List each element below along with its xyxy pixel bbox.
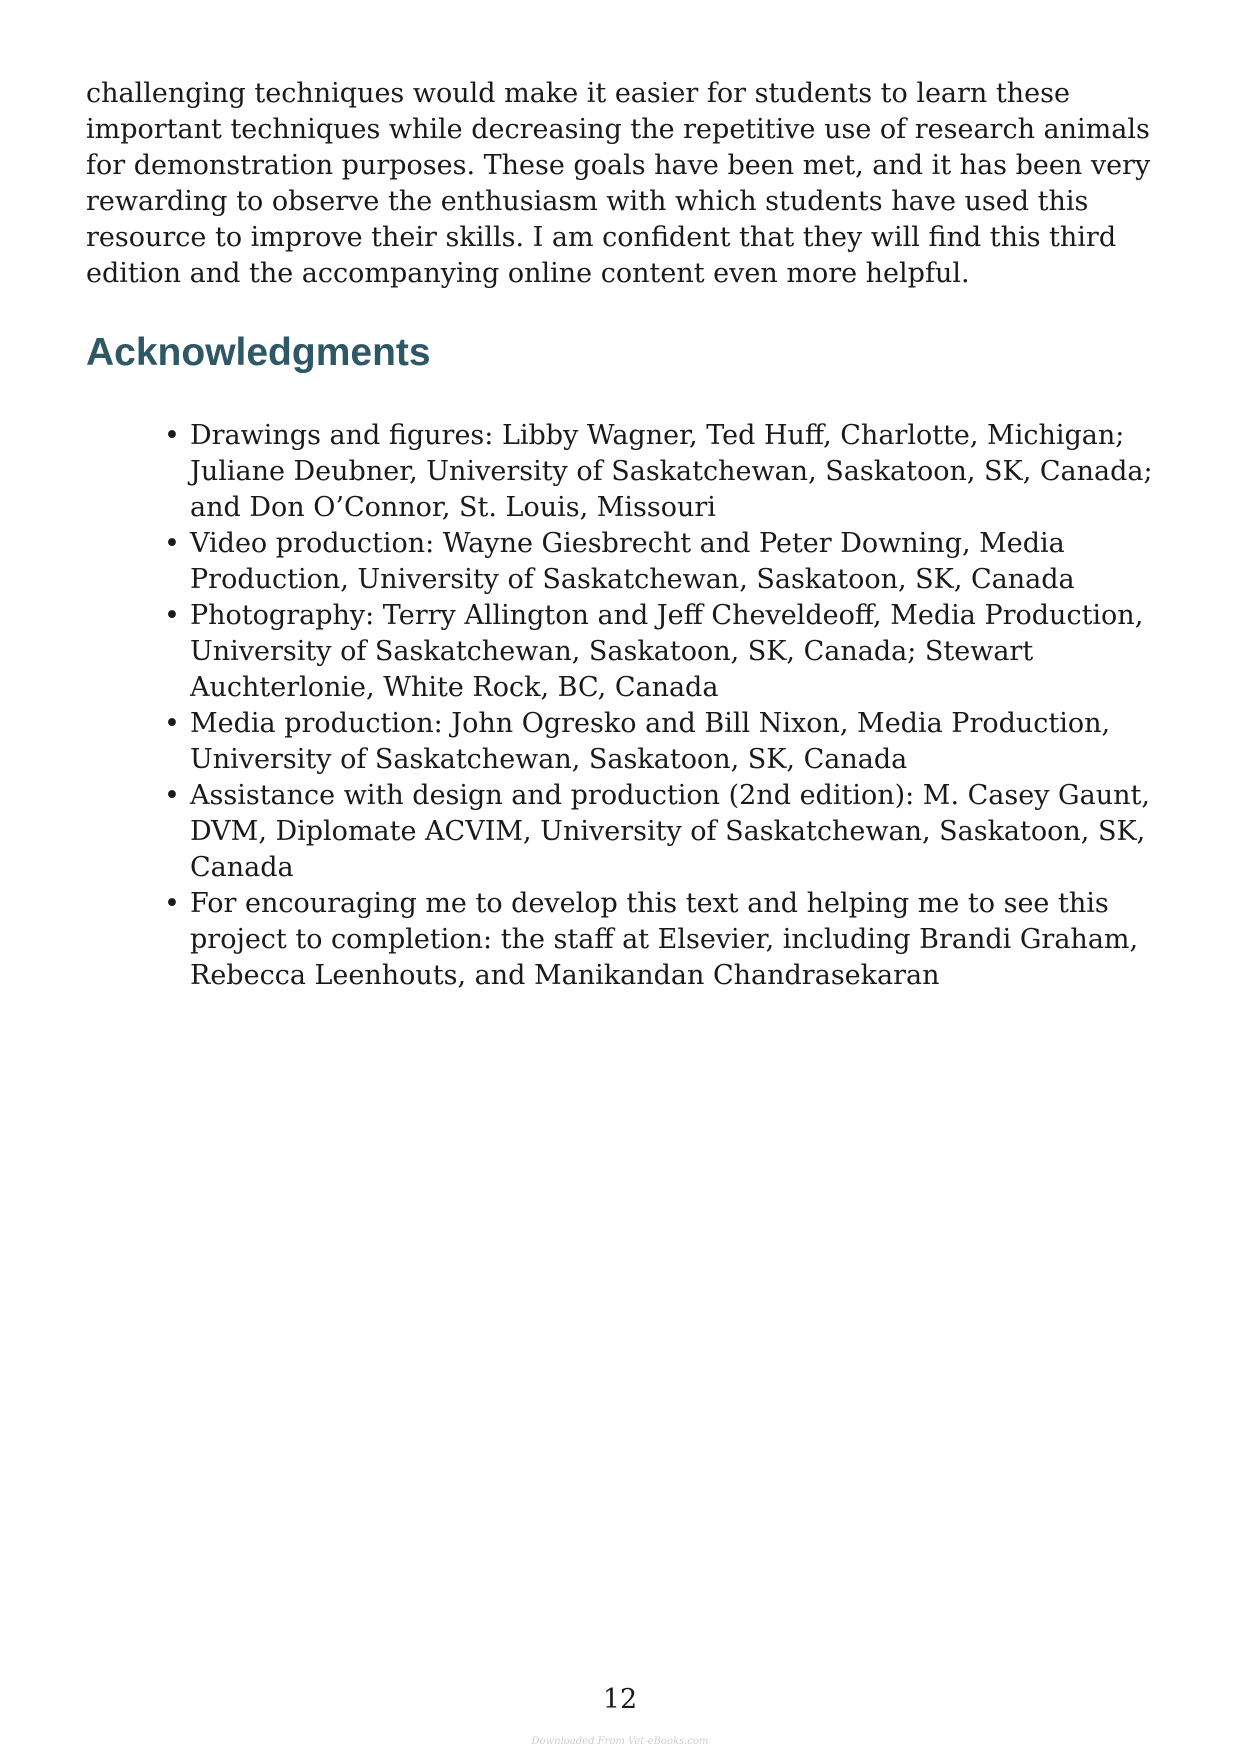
list-item xyxy=(164,418,1164,526)
bullet-icon: • xyxy=(164,528,180,559)
list-item-text: Media production: John Ogresko and Bill Nixon, Media Production, University of Saskatchewan, Saskatoon, SK, Canada xyxy=(190,708,1111,775)
bullet-icon: • xyxy=(164,600,180,631)
list-item-text: Assistance with design and production (2nd edition): M. Casey Gaunt, DVM, Diplomate ACVIM, University of Saskatchewan, Saskatoon, SK, Canada xyxy=(190,780,1150,883)
footer-watermark: Downloaded From Vet-eBooks.com xyxy=(531,1736,709,1747)
list-item xyxy=(164,886,1164,994)
list-item-text: For encouraging me to develop this text and helping me to see this project to completion: the staff at Elsevier, including Brandi Graham, Rebecca Leenhouts, and Manikandan Chandrasekaran xyxy=(190,888,1139,991)
list-item xyxy=(164,598,1164,706)
bullet-icon: • xyxy=(164,888,180,919)
list-item xyxy=(164,526,1164,598)
bullet-icon: • xyxy=(164,420,180,451)
list-item-text: Video production: Wayne Giesbrecht and Peter Downing, Media Production, University of Saskatchewan, Saskatoon, SK, Canada xyxy=(190,528,1075,595)
acknowledgments-list xyxy=(164,418,1164,994)
page-number: 12 xyxy=(602,1684,638,1715)
bullet-icon: • xyxy=(164,708,180,739)
list-item xyxy=(164,706,1164,778)
list-item-text: Photography: Terry Allington and Jeff Cheveldeoff, Media Production, University of Saskatchewan, Saskatoon, SK, Canada; Stewart Auchterlonie, White Rock, BC, Canada xyxy=(190,600,1144,703)
list-item-text: Drawings and figures: Libby Wagner, Ted Huff, Charlotte, Michigan; Juliane Deubner, University of Saskatchewan, Saskatoon, SK, Canada; and Don O’Connor, St. Louis, Missouri xyxy=(190,420,1153,523)
intro-paragraph: challenging techniques would make it easier for students to learn these important techniques while decreasing the repetitive use of research animals for demonstration purposes. These goals have been met, and it has been very rewarding to observe the enthusiasm with which students have used this resource to improve their skills. I am confident that they will find this third edition and the accompanying online content even more helpful. xyxy=(86,78,1151,289)
list-item xyxy=(164,778,1164,886)
bullet-icon: • xyxy=(164,780,180,811)
section-heading: Acknowledgments xyxy=(86,331,431,374)
